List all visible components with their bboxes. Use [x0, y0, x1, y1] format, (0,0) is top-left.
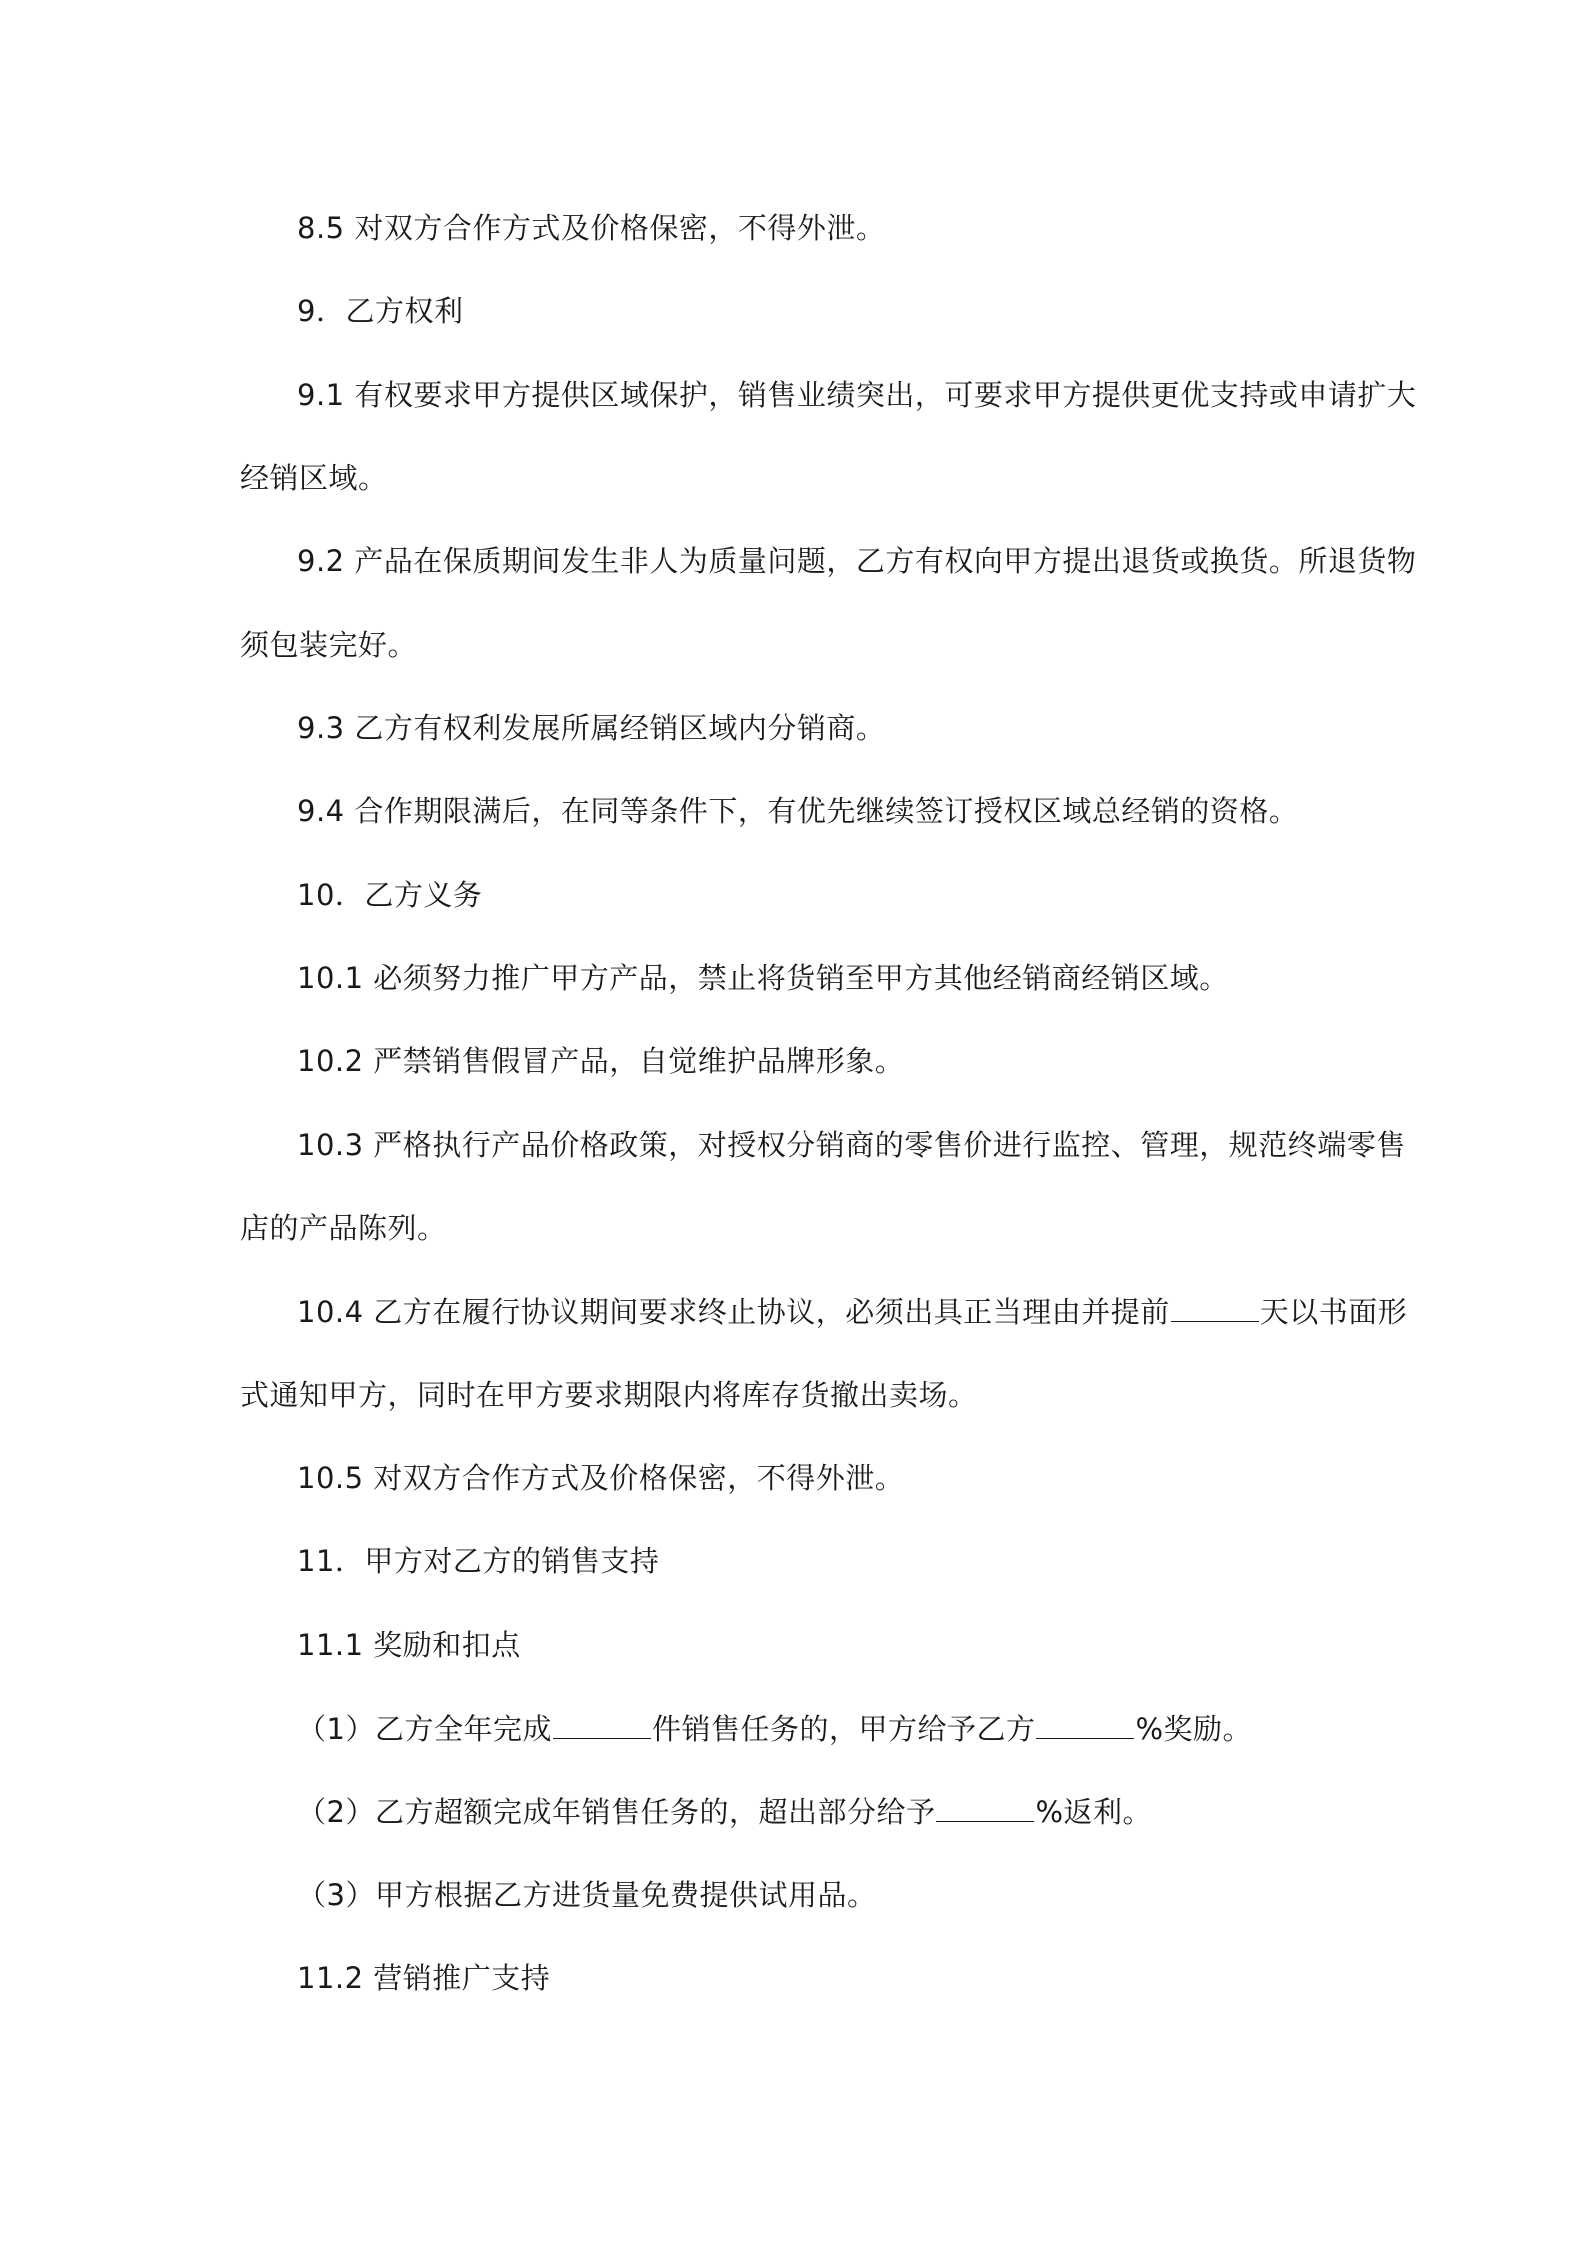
clause-9-1: 9.1 有权要求甲方提供区域保护，销售业绩突出，可要求甲方提供更优支持或申请扩大 [297, 378, 1417, 412]
section-11-heading: 11．甲方对乙方的销售支持 [297, 1544, 660, 1578]
item-2-text-a: （2）乙方超额完成年销售任务的，超出部分给予 [297, 1795, 936, 1829]
clause-10-4-text-b: 天以书面形 [1259, 1295, 1408, 1329]
rebate-percent-blank[interactable] [936, 1791, 1034, 1822]
clause-8-5: 8.5 对双方合作方式及价格保密，不得外泄。 [297, 211, 886, 245]
item-11-1-3: （3）甲方根据乙方进货量免费提供试用品。 [297, 1878, 877, 1912]
item-11-1-2 [297, 1791, 1152, 1832]
section-9-heading: 9．乙方权利 [297, 294, 464, 328]
notice-days-blank[interactable] [1171, 1291, 1259, 1322]
item-1-text-b: 件销售任务的，甲方给予乙方 [651, 1712, 1036, 1746]
clause-10-2: 10.2 严禁销售假冒产品，自觉维护品牌形象。 [297, 1044, 905, 1078]
section-10-heading: 10．乙方义务 [297, 878, 483, 912]
clause-10-4 [297, 1291, 1407, 1332]
item-1-text-c: %奖励。 [1135, 1712, 1253, 1746]
clause-10-1: 10.1 必须努力推广甲方产品，禁止将货销至甲方其他经销商经销区域。 [297, 961, 1229, 995]
clause-9-4: 9.4 合作期限满后，在同等条件下，有优先继续签订授权区域总经销的资格。 [297, 794, 1299, 828]
item-2-text-b: %返利。 [1035, 1795, 1153, 1829]
reward-percent-blank[interactable] [1036, 1708, 1134, 1739]
clause-10-3-continued: 店的产品陈列。 [240, 1211, 447, 1245]
clause-11-2: 11.2 营销推广支持 [297, 1961, 551, 1995]
clause-10-5: 10.5 对双方合作方式及价格保密，不得外泄。 [297, 1461, 905, 1495]
clause-9-3: 9.3 乙方有权利发展所属经销区域内分销商。 [297, 711, 886, 745]
clause-10-4-continued: 式通知甲方，同时在甲方要求期限内将库存货撤出卖场。 [240, 1378, 978, 1412]
clause-9-1-continued: 经销区域。 [240, 461, 388, 495]
sales-target-blank[interactable] [553, 1708, 651, 1739]
clause-10-4-text-a: 10.4 乙方在履行协议期间要求终止协议，必须出具正当理由并提前 [297, 1295, 1170, 1329]
item-1-text-a: （1）乙方全年完成 [297, 1712, 552, 1746]
clause-9-2: 9.2 产品在保质期间发生非人为质量问题，乙方有权向甲方提出退货或换货。所退货物 [297, 544, 1417, 578]
item-11-1-1 [297, 1708, 1252, 1749]
clause-9-2-continued: 须包装完好。 [240, 628, 418, 662]
clause-11-1: 11.1 奖励和扣点 [297, 1628, 521, 1662]
clause-10-3: 10.3 严格执行产品价格政策，对授权分销商的零售价进行监控、管理，规范终端零售 [297, 1128, 1406, 1162]
